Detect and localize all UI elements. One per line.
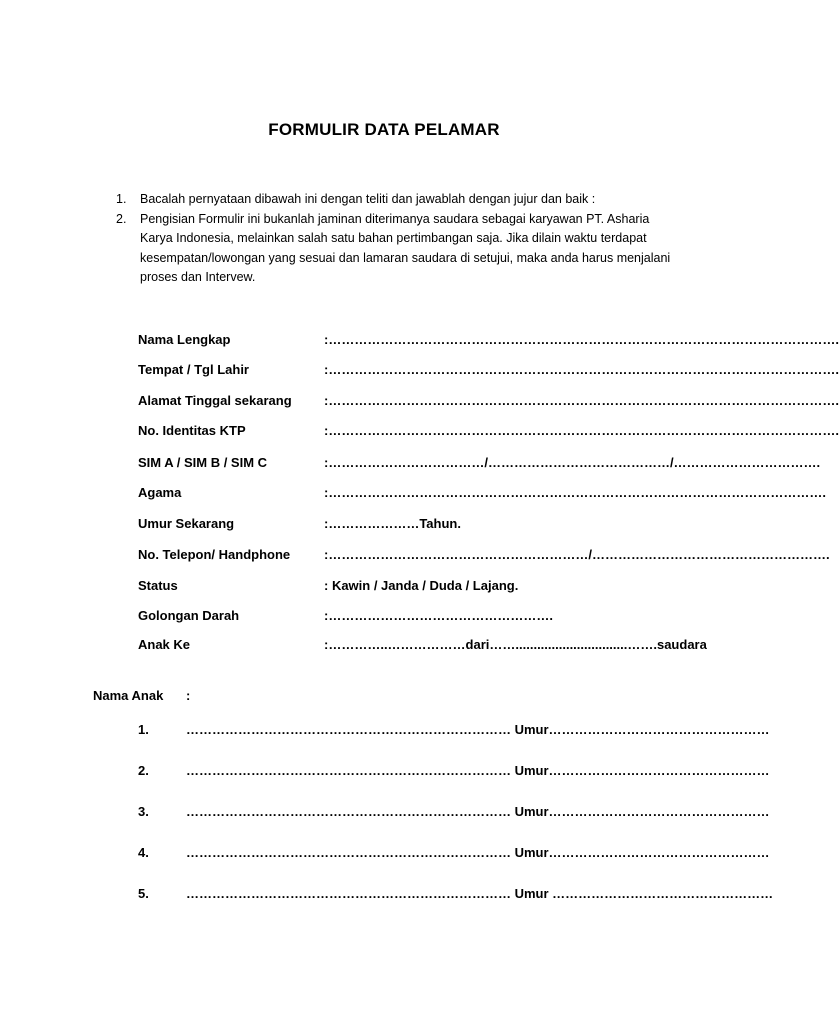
- field-label: Alamat Tinggal sekarang: [138, 393, 292, 408]
- instruction-text: Pengisian Formulir ini bukanlah jaminan diterimanya saudara sebagai karyawan PT. Asharia Karya Indonesia, melainkan salah satu bahan pertimbangan saja. Jika dilain waktu terdapat kesempatan/lowongan yang sesuai dan lamaran saudara di setujui, maka anda harus menjalani proses dan Intervew.: [140, 211, 671, 284]
- field-label: No. Telepon/ Handphone: [138, 547, 291, 562]
- field-label: Tempat / Tgl Lahir: [138, 362, 249, 377]
- instruction-item: [116, 210, 676, 288]
- child-blank[interactable]: ………………………………………………………………… Umur……………………………………………: [186, 763, 770, 778]
- instruction-text: Bacalah pernyataan dibawah ini dengan teliti dan jawablah dengan jujur dan baik :: [140, 192, 596, 206]
- field-label: Status: [138, 578, 178, 593]
- field-blank[interactable]: :…………..………………dari……...............................…….saudara: [324, 637, 707, 652]
- field-label: Umur Sekarang: [138, 516, 235, 531]
- child-blank[interactable]: ………………………………………………………………… Umur……………………………………………: [186, 845, 770, 860]
- field-blank[interactable]: :……………………………………………………………………………………………………….: [324, 332, 839, 347]
- child-number: 4.: [138, 845, 149, 860]
- instruction-number: 2.: [116, 211, 127, 226]
- field-label: SIM A / SIM B / SIM C: [138, 455, 268, 470]
- field-blank[interactable]: :…………………Tahun.: [324, 516, 461, 531]
- field-blank[interactable]: :……………………………………………………………………………………………………….: [324, 362, 839, 377]
- nama-anak-colon: :: [186, 688, 191, 703]
- field-blank[interactable]: :…………………………………………………………………………………………………….: [324, 485, 826, 500]
- field-blank[interactable]: :……………………………………………………………………………………………………….: [324, 423, 839, 438]
- child-number: 1.: [138, 722, 149, 737]
- field-blank[interactable]: :…………………………………………….: [324, 608, 553, 623]
- child-number: 3.: [138, 804, 149, 819]
- child-blank[interactable]: ………………………………………………………………… Umur……………………………………………: [186, 722, 770, 737]
- form-title: FORMULIR DATA PELAMAR: [268, 120, 500, 139]
- field-blank[interactable]: :……………………………………………………/……………………………………………….: [324, 547, 830, 562]
- child-blank[interactable]: ………………………………………………………………… Umur ……………………………………………: [186, 886, 774, 901]
- field-label: Nama Lengkap: [138, 332, 231, 347]
- instruction-number: 1.: [116, 192, 127, 206]
- field-blank[interactable]: :………………………………/……………………………………/…………………………….: [324, 455, 821, 470]
- field-label: No. Identitas KTP: [138, 423, 246, 438]
- field-options[interactable]: : Kawin / Janda / Duda / Lajang.: [324, 578, 519, 593]
- child-number: 2.: [138, 763, 149, 778]
- child-number: 5.: [138, 886, 149, 901]
- field-label: Anak Ke: [138, 637, 191, 652]
- instruction-item: [116, 190, 676, 210]
- field-label: Golongan Darah: [138, 608, 240, 623]
- instructions-list: [116, 190, 676, 288]
- child-blank[interactable]: ………………………………………………………………… Umur……………………………………………: [186, 804, 770, 819]
- field-label: Agama: [138, 485, 182, 500]
- nama-anak-label: Nama Anak: [93, 688, 164, 703]
- field-blank[interactable]: :……………………………………………………………………………………………………….: [324, 393, 839, 408]
